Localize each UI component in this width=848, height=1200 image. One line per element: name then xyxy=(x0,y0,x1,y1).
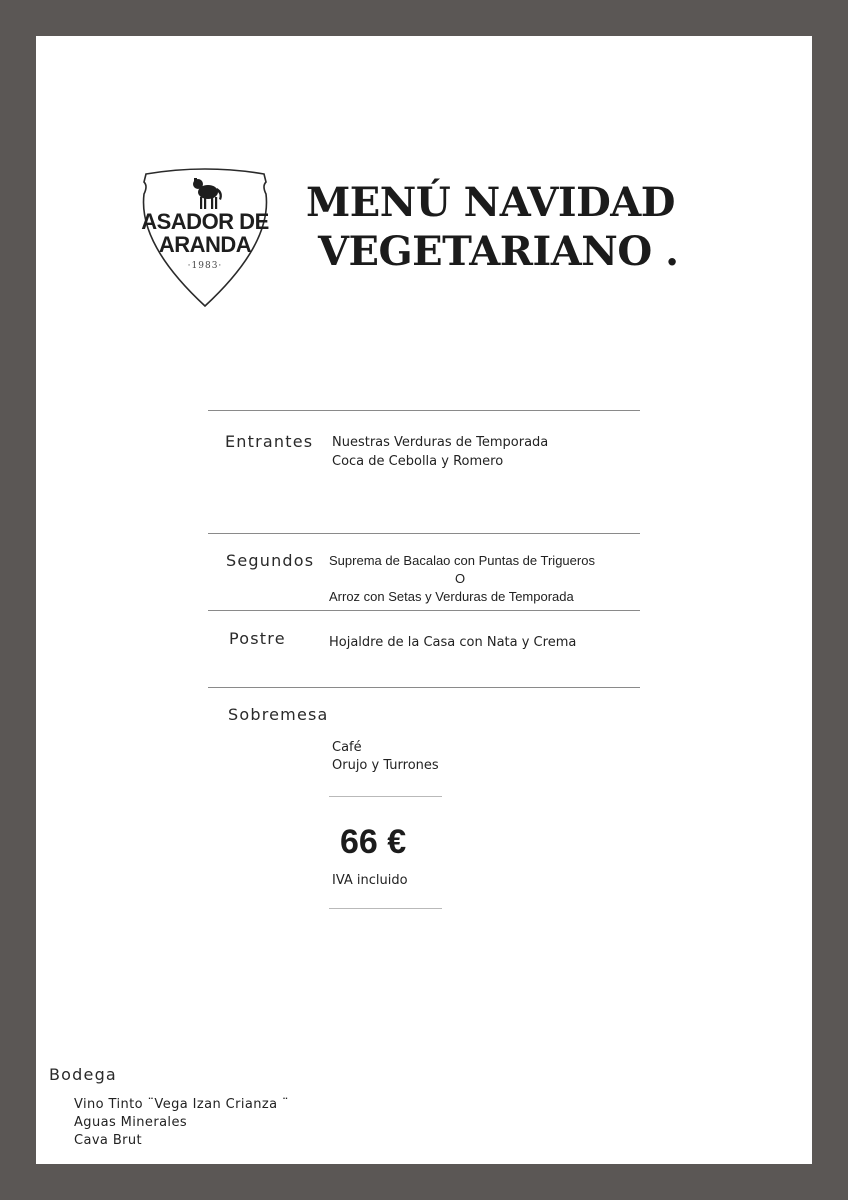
segundos-list xyxy=(329,552,595,606)
menu-page xyxy=(36,36,812,1164)
title-line-1: MENÚ NAVIDAD xyxy=(306,179,675,226)
list-item: Coca de Cebolla y Romero xyxy=(332,454,504,469)
restaurant-logo xyxy=(138,164,272,310)
list-item: Nuestras Verduras de Temporada xyxy=(332,435,549,450)
list-item: Vino Tinto ¨Vega Izan Crianza ¨ xyxy=(74,1097,289,1112)
postre-list xyxy=(329,633,576,652)
divider xyxy=(208,410,640,411)
price-divider-bottom xyxy=(329,908,442,909)
section-label-bodega: Bodega xyxy=(49,1065,117,1084)
sobremesa-list xyxy=(332,739,439,775)
entrantes-list xyxy=(332,433,548,471)
logo-line-2: ARANDA xyxy=(158,232,252,257)
divider xyxy=(208,533,640,534)
divider xyxy=(208,687,640,688)
list-item: O xyxy=(454,571,466,586)
price-divider-top xyxy=(329,796,442,797)
title-line-2: VEGETARIANO . xyxy=(318,228,679,275)
list-item: Orujo y Turrones xyxy=(332,758,439,773)
section-label-sobremesa: Sobremesa xyxy=(228,705,329,724)
price-note: IVA incluido xyxy=(332,873,408,888)
bodega-list xyxy=(74,1096,289,1150)
divider xyxy=(208,610,640,611)
section-label-entrantes: Entrantes xyxy=(225,432,314,451)
list-item: Aguas Minerales xyxy=(74,1115,188,1130)
section-label-segundos: Segundos xyxy=(226,551,315,570)
logo-line-1: ASADOR DE xyxy=(141,209,269,234)
menu-price: 66 € xyxy=(340,823,407,861)
list-item: Hojaldre de la Casa con Nata y Crema xyxy=(329,635,577,650)
list-item: Cava Brut xyxy=(74,1133,143,1148)
list-item: Café xyxy=(332,740,362,755)
list-item: Arroz con Setas y Verduras de Temporada xyxy=(329,589,574,604)
list-item: Suprema de Bacalao con Puntas de Trigueros xyxy=(329,553,595,568)
logo-year: ·1983· xyxy=(187,261,223,271)
section-label-postre: Postre xyxy=(229,629,286,648)
